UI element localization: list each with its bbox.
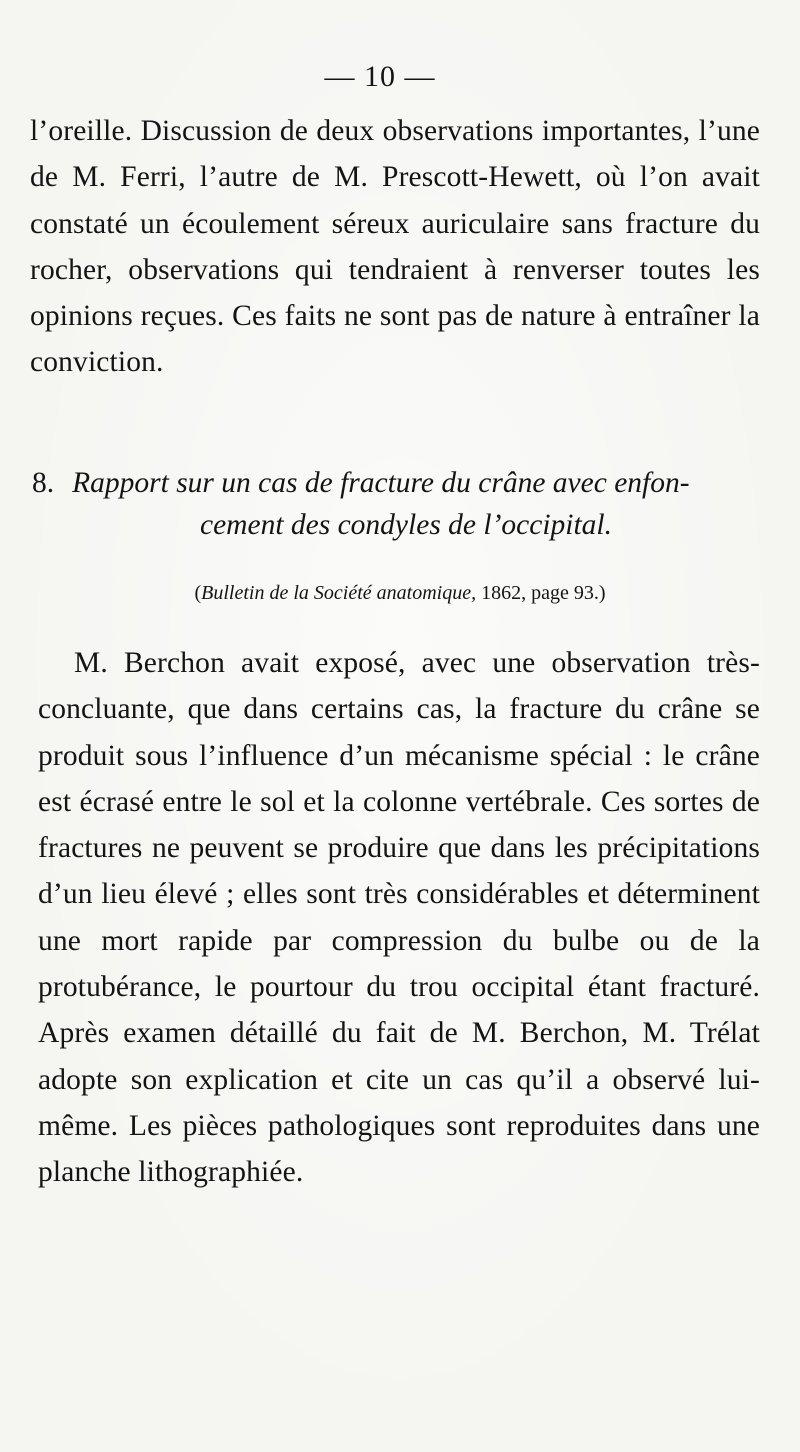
citation-details: 1862, page 93.) xyxy=(476,582,606,604)
section-title-line1: Rapport sur un cas de fracture du crâne avec enfon- xyxy=(72,467,690,499)
section-number: 8. xyxy=(32,467,55,499)
citation xyxy=(0,578,800,608)
paragraph-continuation: l’oreille. Discussion de deux observations importantes, l’une de M. Ferri, l’autre de M. Prescott-Hewett, où l’on avait constaté un écoulement séreux auriculaire sans fracture du rocher, observations qui tendraient à renverser toutes les opinions reçues. Ces faits ne sont pas de nature à entraîner la conviction. xyxy=(30,115,760,379)
section-heading xyxy=(32,462,760,546)
section-title-line2: cement des condyles de l’occipital. xyxy=(199,509,613,541)
citation-open-paren: ( xyxy=(194,582,202,604)
paragraph-main: M. Berchon avait exposé, avec une observation très-concluante, que dans certains cas, la fracture du crâne se produit sous l’influence d’un mécanisme spécial : le crâne est écrasé entre le sol et la colonne vertébrale. Ces sortes de fractures ne peuvent se produire que dans les précipitations d’un lieu élevé ; elles sont très considérables et déterminent une mort rapide par compression du bulbe ou de la protubérance, le pourtour du trou occipital étant fracturé. Après examen détaillé du fait de M. Berchon, M. Trélat adopte son explication et cite un cas qu’il a observé lui-même. Les pièces pathologiques sont reproduites dans une planche lithographiée. xyxy=(38,647,760,1189)
page-number: — 10 — xyxy=(324,60,436,93)
citation-journal: Bulletin de la Société anatomique, xyxy=(201,582,477,604)
